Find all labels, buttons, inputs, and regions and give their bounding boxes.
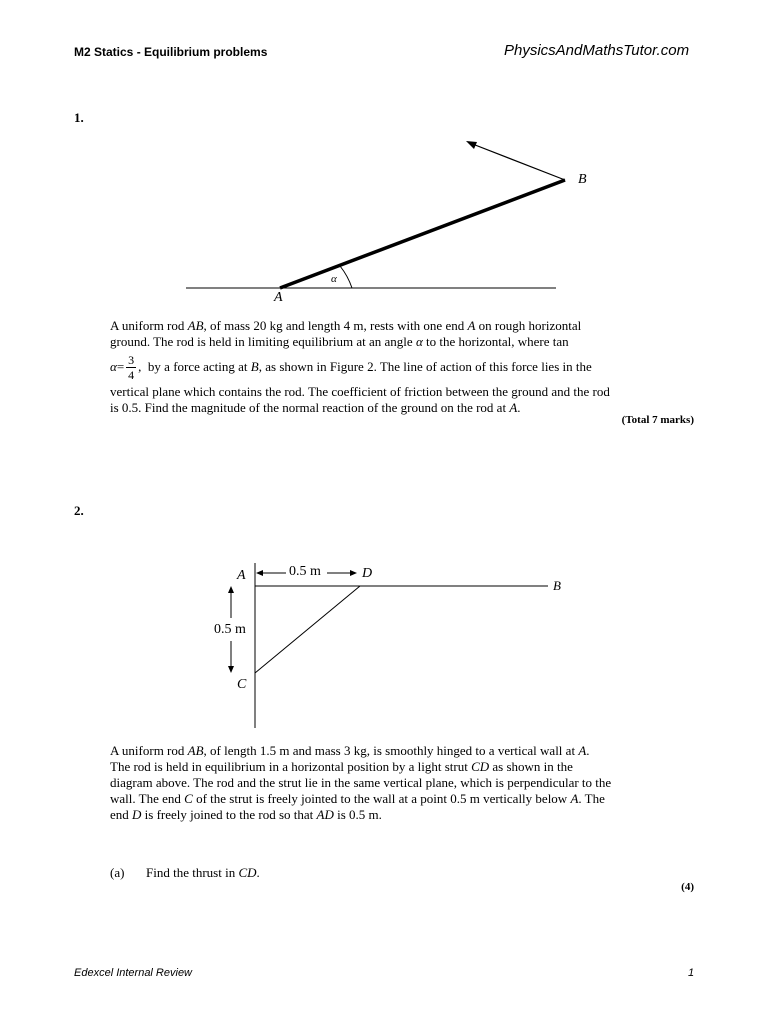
dim-arrow-left	[256, 570, 263, 576]
fraction-3-4: $\frac{3}{4}$	[128, 352, 135, 382]
dim-horizontal-label: 0.5 m	[289, 564, 321, 579]
question-1-marks: (Total 7 marks)	[621, 414, 694, 426]
dim-arrow-down	[228, 666, 234, 673]
dim-arrow-up	[228, 586, 234, 593]
part-a-text: Find the thrust in CD.	[146, 865, 260, 880]
dim-vertical-label: 0.5 m	[214, 622, 246, 637]
force-line	[470, 143, 565, 180]
label-2-b: B	[553, 578, 561, 593]
question-2-number: 2.	[74, 503, 84, 518]
label-2-c: C	[237, 677, 247, 692]
part-a-marks: (4)	[681, 881, 694, 893]
angle-arc	[340, 266, 352, 288]
label-b: B	[578, 172, 587, 187]
rod-ab	[280, 180, 565, 288]
force-arrowhead	[466, 141, 477, 149]
label-a: A	[274, 290, 283, 305]
footer-left: Edexcel Internal Review	[74, 967, 193, 979]
label-2-d: D	[362, 566, 373, 581]
part-a-label: (a)	[110, 865, 125, 880]
page-number: 1	[688, 967, 695, 979]
header-site: PhysicsAndMathsTutor.com	[504, 42, 690, 59]
question-2-text: A uniform rod AB, of length 1.5 m and mass 3 kg, is smoothly hinged to a vertical wall at A. The rod is held in equilibrium in a horizontal position by a light strut CD as shown in the diagram above. The rod and the strut lie in the same vertical plane, which is perpendicular to the wall. The end C of the strut is freely jointed to the wall at a point 0.5 m vertically below A. The end D is freely joined to the rod so that AD is 0.5 m.	[110, 743, 612, 822]
label-2-a: A	[237, 568, 246, 583]
question-1-text: A uniform rod AB, of mass 20 kg and length 4 m, rests with one end A on rough horizontal ground. The rod is held in limiting equilibrium at an angle α to the horizontal, where tan α = $\frac{3}{4}$ , by a force acting at B , as shown in Figure 2. The line of action of this force lies in the vertical plane which contains the rod. The coefficient of friction between the ground and the rod is 0.5. Find the magnitude of the normal reaction of the ground on the rod at A.	[110, 318, 610, 415]
strut-cd	[255, 586, 360, 673]
dim-arrow-right	[350, 570, 357, 576]
header-title: M2 Statics - Equilibrium problems	[74, 45, 268, 59]
question-1-number: 1.	[74, 110, 84, 125]
label-alpha: α	[331, 273, 337, 285]
